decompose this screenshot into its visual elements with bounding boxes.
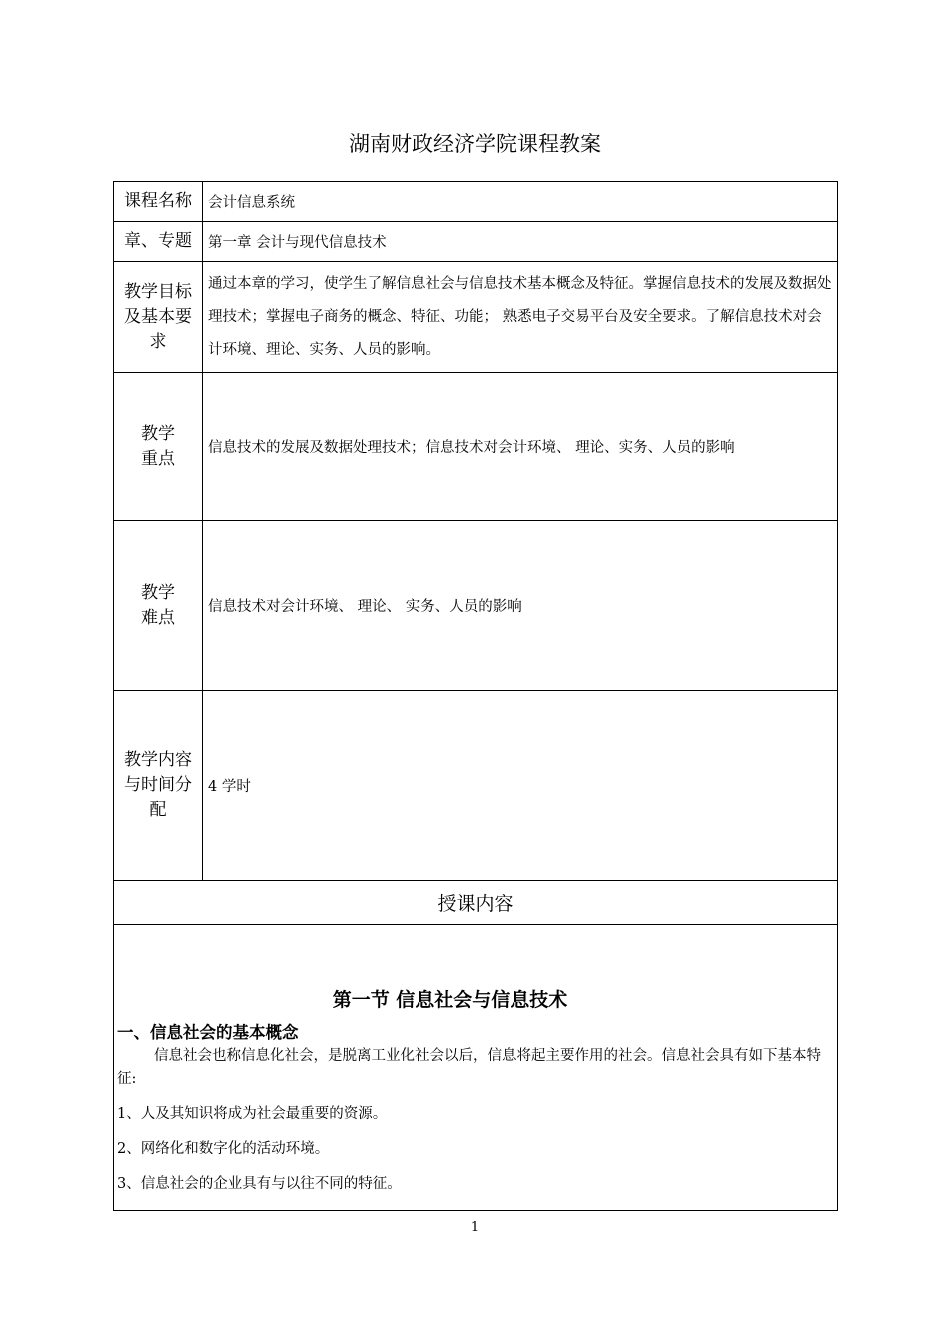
- page-title: 湖南财政经济学院课程教案: [349, 132, 601, 156]
- lesson-plan-table: [113, 181, 838, 1211]
- goals-row: [114, 262, 838, 373]
- chapter-value: 第一章 会计与现代信息技术: [203, 222, 838, 262]
- difficulties-value: 信息技术对会计环境、 理论、 实务、人员的影响: [203, 521, 838, 691]
- list-item: 1、人及其知识将成为社会最重要的资源。: [117, 1106, 388, 1122]
- difficulties-label: [114, 521, 203, 691]
- lecture-header: 授课内容: [114, 881, 838, 925]
- key-points-label-line1: 教学: [141, 423, 175, 444]
- chapter-label: 章、专题: [114, 222, 203, 262]
- lecture-content: [114, 925, 838, 1211]
- chapter-row: [114, 222, 838, 262]
- key-points-label: [114, 373, 203, 521]
- difficulties-label-line2: 难点: [141, 607, 175, 628]
- page-number: 1: [470, 1220, 480, 1235]
- schedule-label: [114, 691, 203, 881]
- schedule-label-text: 教学内容与时间分配: [124, 750, 192, 820]
- intro-paragraph: 信息社会也称信息化社会，是脱离工业化社会以后，信息将起主要作用的社会。信息社会具有如下基本特征:: [117, 1048, 821, 1087]
- subsection-title: 一、信息社会的基本概念: [117, 1023, 299, 1042]
- goals-value: 通过本章的学习，使学生了解信息社会与信息技术基本概念及特征。掌握信息技术的发展及数据处理技术；掌握电子商务的概念、特征、功能； 熟悉电子交易平台及安全要求。了解信息技术对会计环境、理论、实务、人员的影响。: [203, 262, 838, 373]
- course-label: 课程名称: [114, 182, 203, 222]
- list-item: 2、网络化和数字化的活动环境。: [117, 1141, 330, 1157]
- goals-label: [114, 262, 203, 373]
- key-points-row: [114, 373, 838, 521]
- difficulties-label-line1: 教学: [141, 582, 175, 603]
- course-value: 会计信息系统: [203, 182, 838, 222]
- list-item: 3、信息社会的企业具有与以往不同的特征。: [117, 1176, 402, 1192]
- section-title: 第一节 信息社会与信息技术: [332, 989, 568, 1011]
- course-row: [114, 182, 838, 222]
- key-points-label-line2: 重点: [141, 448, 175, 469]
- goals-label-text: 教学目标及基本要求: [124, 281, 192, 352]
- lecture-header-row: [114, 881, 838, 925]
- schedule-value: 4 学时: [203, 691, 838, 881]
- schedule-row: [114, 691, 838, 881]
- lecture-content-row: [114, 925, 838, 1211]
- difficulties-row: [114, 521, 838, 691]
- key-points-value: 信息技术的发展及数据处理技术；信息技术对会计环境、 理论、实务、人员的影响: [203, 373, 838, 521]
